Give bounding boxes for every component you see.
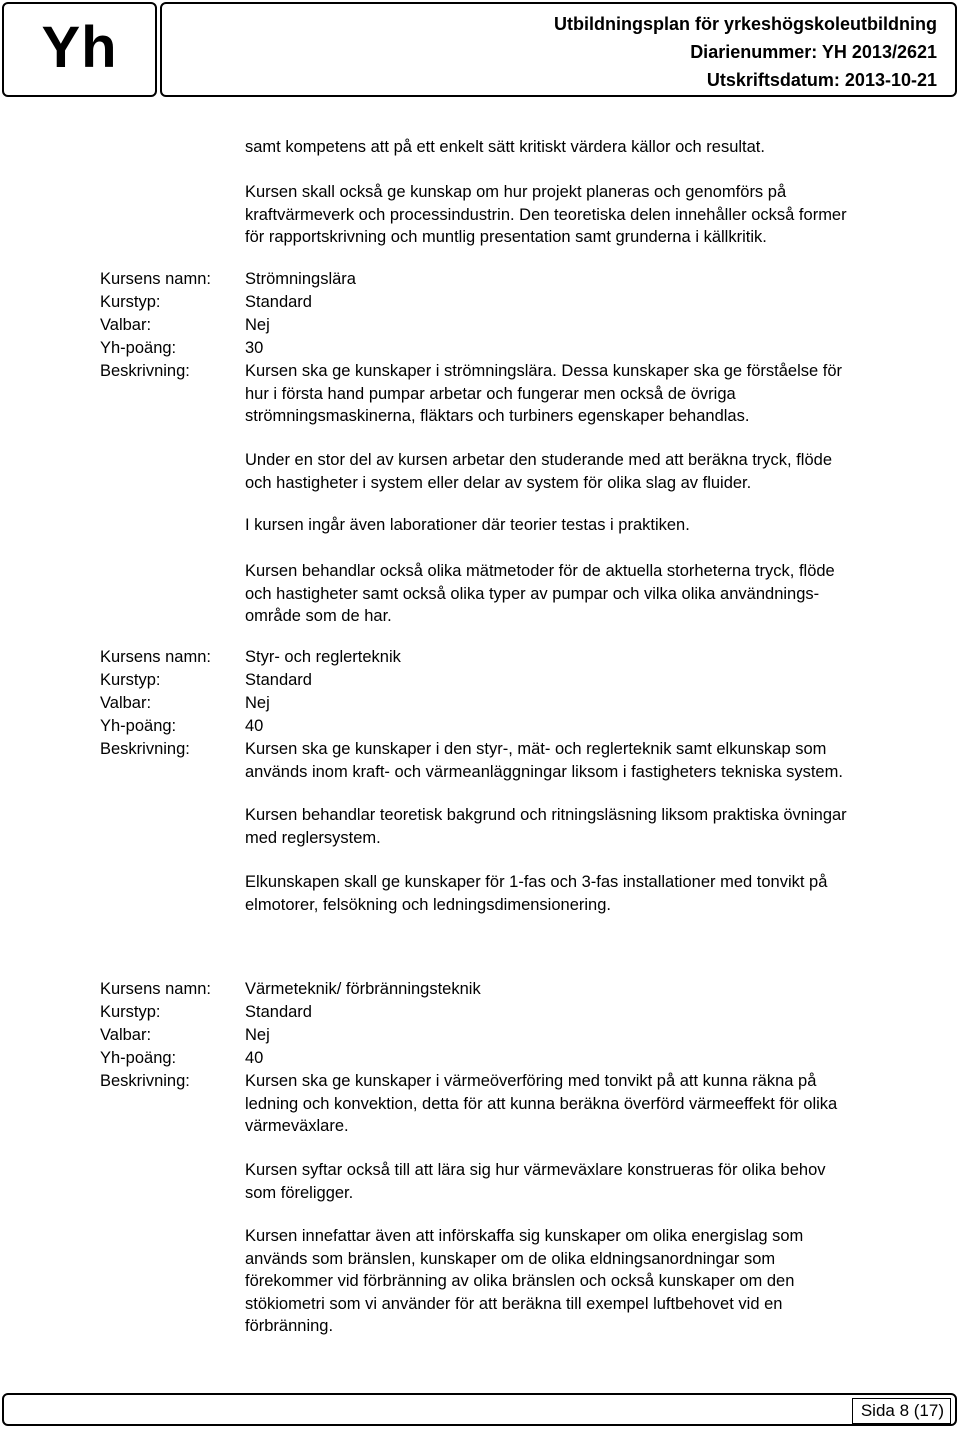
text-line: kraftvärmeverk och processindustrin. Den teoretiska delen innehåller också former	[245, 205, 847, 224]
description-paragraph	[245, 560, 950, 628]
course-name-value: Styr- och reglerteknik	[245, 648, 401, 666]
course-description-label: Beskrivning:	[100, 362, 190, 380]
logo-text: Yh	[41, 15, 118, 80]
text-line: Under en stor del av kursen arbetar den studerande med att beräkna tryck, flöde	[245, 451, 832, 469]
text-line: Kursen ska ge kunskaper i strömningslära. Dessa kunskaper ska ge förståelse för	[245, 362, 843, 380]
text-line: Kursen ska ge kunskaper i värmeöverföring med tonvikt på att kunna räkna på	[245, 1072, 817, 1090]
text-line: samt kompetens att på ett enkelt sätt kritiskt värdera källor och resultat.	[245, 138, 765, 156]
course-elective-label: Valbar:	[100, 316, 152, 334]
course-elective-value: Nej	[245, 694, 270, 712]
text-line: Kursen ska ge kunskaper i den styr-, mät- och reglerteknik samt elkunskap som	[245, 740, 827, 758]
text-line: som föreligger.	[245, 1183, 354, 1202]
text-line: och hastigheter i system eller delar av system för olika slag av fluider.	[245, 473, 752, 492]
text-line: stökiometri som vi använder för att beräkna till exempel luftbehovet vid en	[245, 1294, 783, 1313]
logo	[2, 2, 157, 97]
intro-paragraph-2	[245, 181, 950, 249]
text-line: för rapportskrivning och muntlig presentation samt grunderna i källkritik.	[245, 228, 767, 246]
description-paragraph	[245, 1225, 950, 1338]
course-name-label: Kursens namn:	[100, 980, 211, 998]
course-type-value: Standard	[245, 1003, 312, 1021]
course-points-value: 30	[245, 339, 264, 357]
diarienummer: Diarienummer: YH 2013/2621	[690, 42, 937, 62]
course-elective-label: Valbar:	[100, 1026, 152, 1044]
course-elective-value: Nej	[245, 316, 270, 334]
course-points-value: 40	[245, 717, 264, 735]
course-elective-label: Valbar:	[100, 694, 152, 712]
course-name-value: Värmeteknik/ förbränningsteknik	[245, 980, 481, 998]
text-line: värmeväxlare.	[245, 1117, 349, 1135]
document-footer	[2, 1393, 957, 1426]
course-points-label: Yh-poäng:	[100, 339, 177, 357]
text-line: Kursen behandlar också olika mätmetoder för de aktuella storheterna tryck, flöde	[245, 562, 835, 580]
text-line: ledning och konvektion, detta för att kunna beräkna överförd värmeeffekt för olika	[245, 1094, 838, 1113]
text-line: används inom kraft- och värmeanläggningar liksom i fastigheters tekniska system.	[245, 762, 843, 781]
course-points-value: 40	[245, 1049, 264, 1067]
course-points-label: Yh-poäng:	[100, 717, 177, 735]
course-description-label: Beskrivning:	[100, 1072, 190, 1090]
course-name-label: Kursens namn:	[100, 270, 211, 288]
course-name-value: Strömningslära	[245, 270, 356, 288]
description-paragraph	[245, 1070, 950, 1138]
course-type-label: Kurstyp:	[100, 671, 161, 689]
text-line: används som bränslen, kunskaper om de olika eldningsanordningar som	[245, 1249, 776, 1268]
print-date: Utskriftsdatum: 2013-10-21	[706, 70, 937, 90]
text-line: med reglersystem.	[245, 828, 381, 847]
text-line: Kursen innefattar även att införskaffa sig kunskaper om olika energislag som	[245, 1227, 804, 1245]
description-paragraph	[245, 738, 950, 783]
course-name-label: Kursens namn:	[100, 648, 211, 666]
course-description-label: Beskrivning:	[100, 740, 190, 758]
page-number: Sida 8 (17)	[852, 1398, 951, 1424]
description-paragraph	[245, 871, 950, 916]
text-line: Elkunskapen skall ge kunskaper för 1-fas och 3-fas installationer med tonvikt på	[245, 873, 828, 891]
course-type-label: Kurstyp:	[100, 1003, 161, 1021]
course-type-label: Kurstyp:	[100, 293, 161, 311]
text-line: I kursen ingår även laborationer där teorier testas i praktiken.	[245, 516, 690, 534]
text-line: förekommer vid förbränning av olika bränslen och också kunskaper om den	[245, 1272, 795, 1290]
text-line: hur i första hand pumpar arbetar och fungerar men också de övriga	[245, 384, 736, 403]
intro-paragraph-1	[245, 136, 950, 159]
text-line: förbränning.	[245, 1317, 334, 1335]
course-elective-value: Nej	[245, 1026, 270, 1044]
course-type-value: Standard	[245, 671, 312, 689]
text-line: Kursen skall också ge kunskap om hur projekt planeras och genomförs på	[245, 183, 787, 201]
description-paragraph	[245, 1159, 950, 1204]
document-header	[160, 2, 957, 97]
description-paragraph	[245, 804, 950, 849]
text-line: Kursen behandlar teoretisk bakgrund och ritningsläsning liksom praktiska övningar	[245, 806, 847, 824]
description-paragraph	[245, 449, 950, 494]
description-paragraph	[245, 360, 950, 428]
text-line: och hastigheter samt också olika typer av pumpar och vilka olika användnings-	[245, 584, 820, 603]
document-title: Utbildningsplan för yrkeshögskoleutbildning	[553, 14, 937, 34]
text-line: Kursen syftar också till att lära sig hur värmeväxlare konstrueras för olika behov	[245, 1161, 826, 1179]
course-type-value: Standard	[245, 293, 312, 311]
text-line: område som de har.	[245, 607, 392, 625]
description-paragraph	[245, 514, 950, 537]
text-line: elmotorer, felsökning och ledningsdimensionering.	[245, 895, 611, 914]
text-line: strömningsmaskinerna, fläktars och turbiners egenskaper behandlas.	[245, 407, 750, 425]
course-points-label: Yh-poäng:	[100, 1049, 177, 1067]
